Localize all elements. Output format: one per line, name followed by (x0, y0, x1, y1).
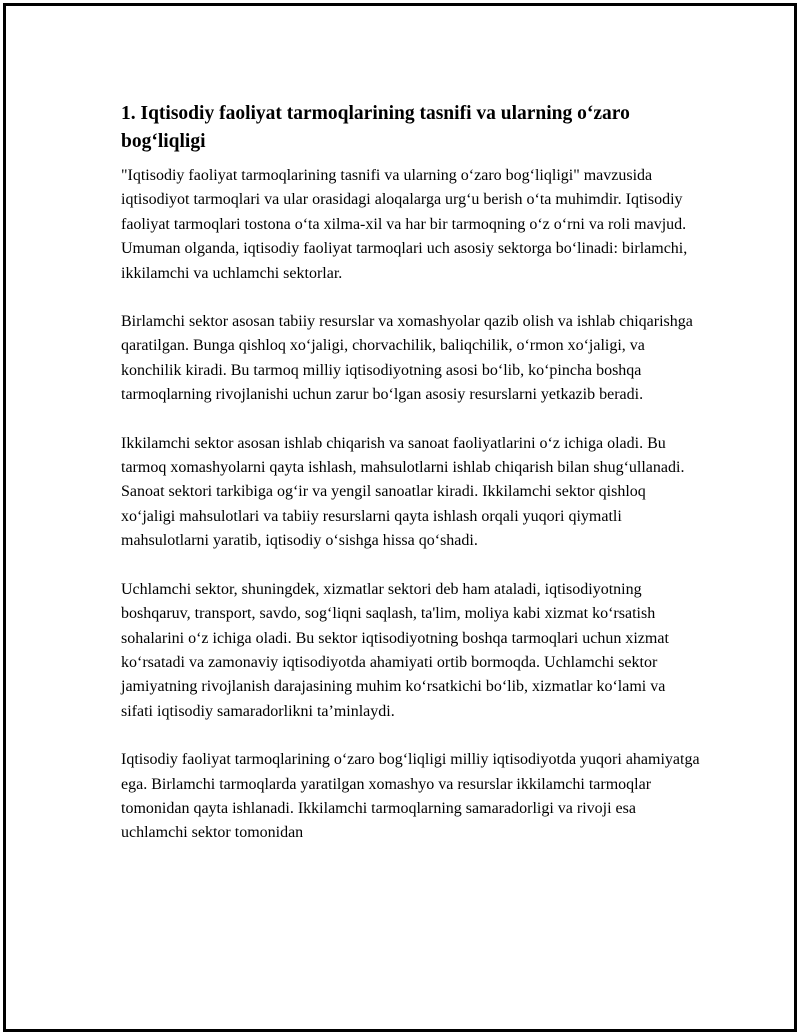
paragraph-primary-sector: Birlamchi sektor asosan tabiiy resurslar va xomashyolar qazib olish va ishlab chiqarishga qaratilgan. Bunga qishloq xo‘jaligi, chorvachilik, baliqchilik, o‘rmon xo‘jaligi, va konchilik kiradi. Bu tarmoq milliy iqtisodiyotning asosi bo‘lib, ko‘pincha boshqa tarmoqlarning rivojlanishi uchun zarur bo‘lgan asosiy resurslarni yetkazib beradi. (121, 313, 693, 404)
paragraph-secondary-sector: Ikkilamchi sektor asosan ishlab chiqarish va sanoat faoliyatlarini o‘z ichiga oladi. Bu tarmoq xomashyolarni qayta ishlash, mahsulotlarni ishlab chiqarish bilan shug‘ullanadi. Sanoat sektori tarkibiga og‘ir va yengil sanoatlar kiradi. Ikkilamchi sektor qishloq xo‘jaligi mahsulotlari va tabiiy resurslarni qayta ishlash orqali yuqori qiymatli mahsulotlarni yaratib, iqtisodiy o‘sishga hissa qo‘shadi. (121, 434, 685, 550)
document-content (121, 100, 701, 870)
document-title: 1. Iqtisodiy faoliyat tarmoqlarining tasnifi va ularning o‘zaro bog‘liqligi (121, 103, 630, 152)
paragraph-intro: "Iqtisodiy faoliyat tarmoqlarining tasnifi va ularning o‘zaro bog‘liqligi" mavzusida iqtisodiyot tarmoqlari va ular orasidagi aloqalarga urg‘u berish o‘ta muhimdir. Iqtisodiy faoliyat tarmoqlari tostona o‘ta xilma-xil va har bir tarmoqning o‘z o‘rni va roli mavjud. Umuman olganda, iqtisodiy faoliyat tarmoqlari uch asosiy sektorga bo‘linadi: birlamchi, ikkilamchi va uchlamchi sektorlar. (121, 167, 688, 282)
document-page (3, 3, 797, 1032)
paragraph-interdependence: Iqtisodiy faoliyat tarmoqlarining o‘zaro bog‘liqligi milliy iqtisodiyotda yuqori ahamiyatga ega. Birlamchi tarmoqlarda yaratilgan xomashyo va resurslar ikkilamchi tarmoqlar tomonidan qayta ishlanadi. Ikkilamchi tarmoqlarning samaradorligi va rivoji esa uchlamchi sektor tomonidan (121, 751, 700, 842)
paragraph-tertiary-sector: Uchlamchi sektor, shuningdek, xizmatlar sektori deb ham ataladi, iqtisodiyotning boshqaruv, transport, savdo, sog‘liqni saqlash, ta'lim, moliya kabi xizmat ko‘rsatish sohalarini o‘z ichiga oladi. Bu sektor iqtisodiyotning boshqa tarmoqlari uchun xizmat ko‘rsatadi va zamonaviy iqtisodiyotda ahamiyati ortib bormoqda. Uchlamchi sektor jamiyatning rivojlanish darajasining muhim ko‘rsatkichi bo‘lib, xizmatlar ko‘lami va sifati iqtisodiy samaradorlikni ta’minlaydi. (121, 580, 669, 720)
